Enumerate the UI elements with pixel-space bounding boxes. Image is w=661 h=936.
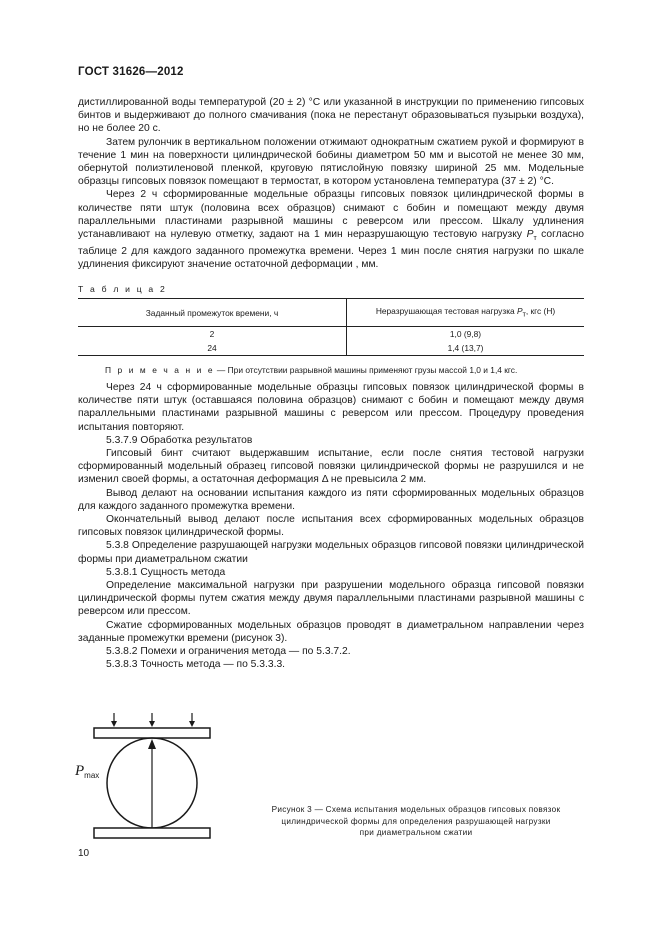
section-heading: 5.3.8 Определение разрушающей нагрузки модельных образцов гипсовой повязки цилиндрической формы при диаметральном сжатии (78, 540, 584, 565)
paragraph: Затем рулончик в вертикальном положении отжимают однократным сжатием рукой и формируют в течение 1 мин на поверхности цилиндрической бобины диаметром 50 мм и высотой не менее 30 мм, обернутой полиэтиленовой пленкой, круговую пятислойную повязку шириной 25 мм. Модельные образцы гипсовых повязок помещают в термостат, в котором установлена температура (37 ± 2) °С. (78, 136, 584, 188)
paragraph: Гипсовый бинт считают выдержавшим испытание, если после снятия тестовой нагрузки сформированный модельный образец гипсовой повязки цилиндрической формы не разрушился и не изменил своей формы, а остаточная деформация Δ не превысила 2 мм. (78, 448, 584, 486)
paragraph: Окончательный вывод делают после испытания всех сформированных модельных образцов гипсовых повязок цилиндрической формы. (78, 514, 584, 539)
paragraph: Сжатие сформированных модельных образцов проводят в диаметральном направлении через заданные промежутки времени (рисунок 3). (78, 619, 584, 644)
caption-line: при диаметральном сжатии (359, 828, 473, 837)
pmax-label: $P_{max}$ (75, 763, 100, 780)
table-cell: 1,0 (9,8) (449, 329, 482, 339)
load-subscript: т (533, 235, 537, 243)
paragraph: Через 24 ч сформированные модельные образцы гипсовых повязок цилиндрической формы в количестве пяти штук (оставшаяся половина образцов) снимают с бобин и помещают между двумя параллельными пластинами разрывной машины с реверсом или прессом. Процедуру проведения испытания повторяют. (78, 382, 584, 433)
table-row (78, 327, 584, 342)
force-arrow-head (148, 739, 156, 749)
top-plate (94, 728, 210, 738)
caption-line: цилиндрической формы для определения разрушающей нагрузки (281, 816, 551, 826)
table-cell: 2 (78, 327, 347, 342)
paragraph (78, 188, 584, 271)
paragraph-text: Через 2 ч сформированные модельные образцы гипсовых повязок цилиндрической формы в количестве пяти штук (половина всех образцов) снимают с бобин и помещают между двумя параллельными пластинами разрывной машины с реверсом или прессом. Шкалу удлинения устанавливают на нулевую отметку, задают на 1 мин неразрушающую тестовую нагрузку (78, 189, 584, 241)
paragraph: Вывод делают на основании испытания каждого из пяти сформированных модельных образцов для каждого заданного промежутка времени. (78, 487, 584, 512)
section-heading: 5.3.8.2 Помехи и ограничения метода — по 5.3.7.2. (106, 646, 351, 658)
figure-caption (240, 804, 592, 839)
table-header-time: Заданный промежуток времени, ч (78, 299, 347, 327)
table-cell: 1,4 (13,7) (347, 341, 585, 356)
table-note (105, 365, 517, 375)
table-header-load: Неразрушающая тестовая нагрузка $P_т$, кгс (Н) (347, 299, 585, 327)
caption-line: Рисунок 3 — Схема испытания модельных образцов гипсовых повязок (271, 805, 561, 814)
note-text: — При отсутствии разрывной машины применяют грузы массой 1,0 и 1,4 кгс. (214, 365, 518, 375)
paragraph-text: согласно таблице 2 для каждого заданного промежутка времени. Через 1 мин после снятия нагрузки по шкале удлинения фиксируют значение остаточной деформации , мм. (78, 229, 584, 271)
section-heading: 5.3.8.3 Точность метода — по 5.3.3.3. (106, 659, 286, 671)
table-cell: 24 (78, 341, 347, 356)
page-number: 10 (78, 848, 90, 859)
load-symbol: P (526, 229, 534, 241)
paragraph: дистиллированной воды температурой (20 ± 2) °С или указанной в инструкции по применению гипсовых бинтов и выдерживают до полного смачивания (пока не перестанут образовываться пузырьки воздуха), но не более 20 с. (78, 97, 584, 135)
bottom-plate (94, 828, 210, 838)
figure-3-diagram (72, 713, 232, 843)
note-label: П р и м е ч а н и е (105, 365, 215, 375)
section-heading: 5.3.8.1 Сущность метода (106, 566, 226, 578)
section-heading: 5.3.7.9 Обработка результатов (106, 434, 253, 446)
table-row (78, 341, 584, 356)
table-header-row (78, 299, 584, 327)
document-header: ГОСТ 31626—2012 (78, 66, 184, 78)
text-block-top (78, 96, 584, 272)
paragraph: Определение максимальной нагрузки при разрушении модельного образца гипсовой повязки цилиндрической формы путем сжатия между двумя параллельными пластинами разрывной машины с реверсом или прессом. (78, 580, 584, 618)
table-2 (78, 298, 584, 356)
table-title: Т а б л и ц а 2 (78, 284, 167, 294)
text-block-bottom (78, 381, 584, 671)
